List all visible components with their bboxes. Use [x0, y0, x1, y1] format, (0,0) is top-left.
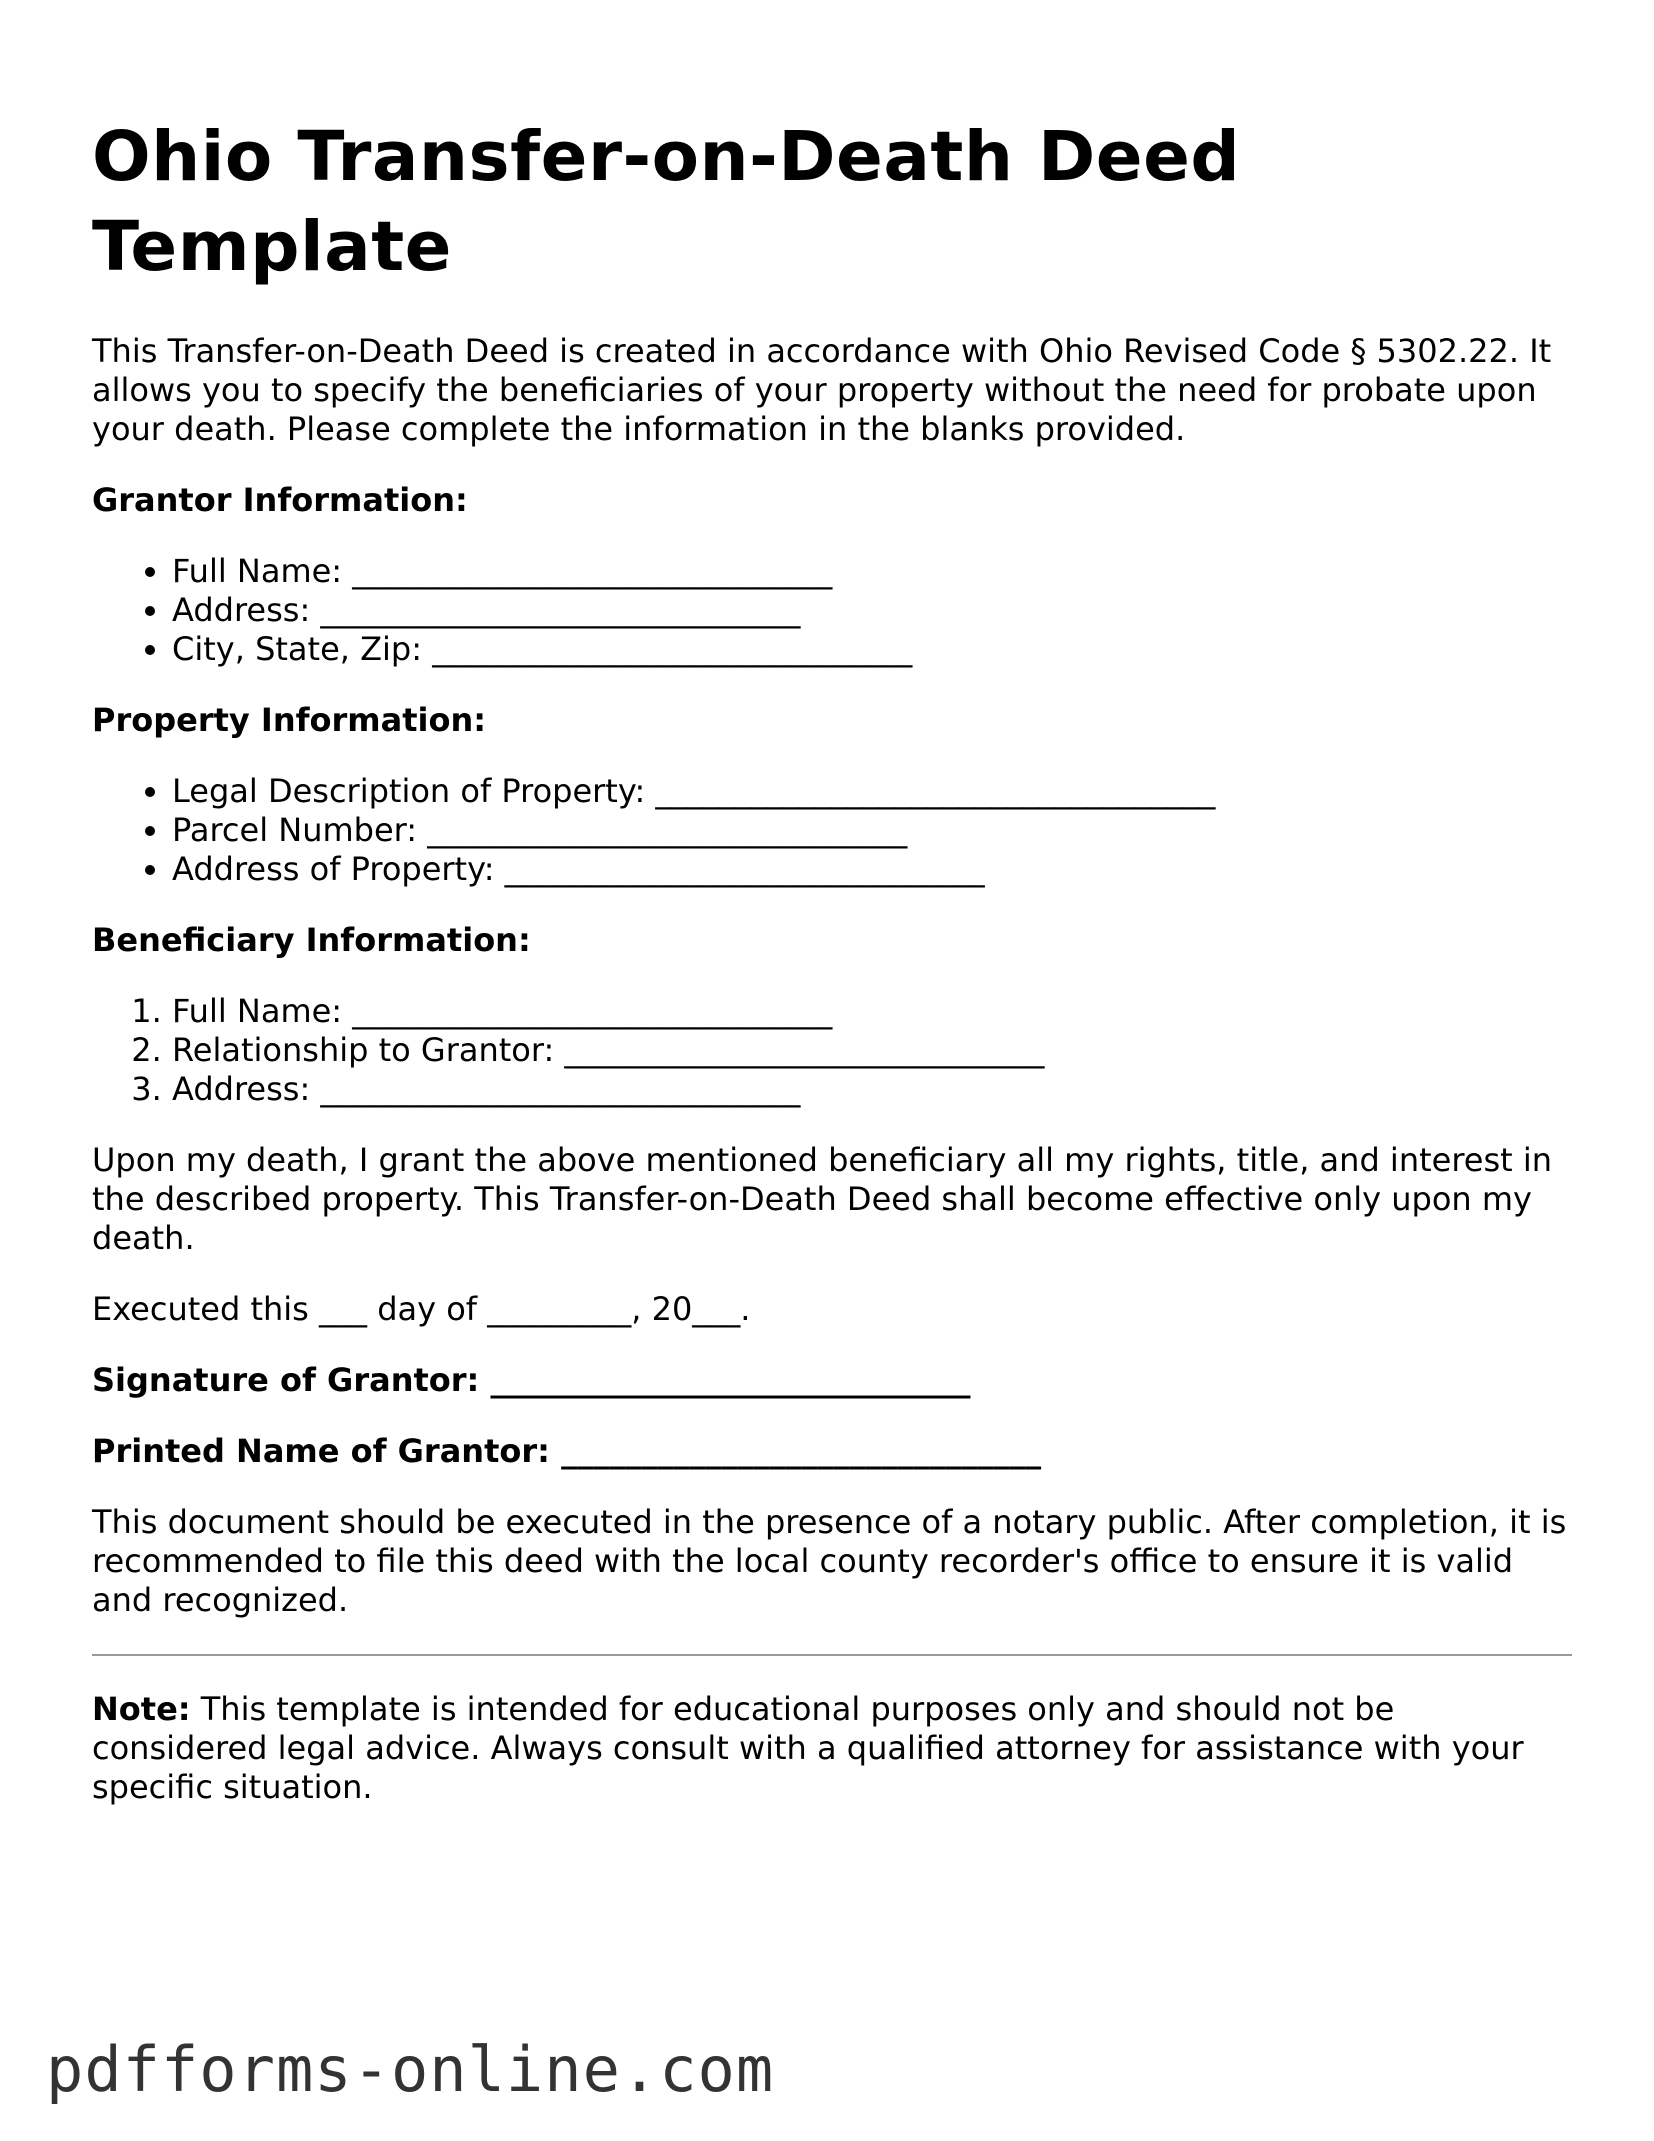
grant-statement: Upon my death, I grant the above mentioned beneficiary all my rights, title, and interest in the described property. This Transfer-on-Death Deed shall become effective only upon my death. [92, 1141, 1553, 1257]
beneficiary-list [92, 992, 1572, 1109]
beneficiary-heading: Beneficiary Information: [92, 921, 531, 959]
beneficiary-address-item: 3. Address: ______________________________ [172, 1070, 1572, 1109]
grantor-address-item: • Address: ______________________________ [172, 591, 1572, 630]
beneficiary-relationship-item: 2. Relationship to Grantor: ______________________________ [172, 1031, 1572, 1070]
signature-of-grantor-line: Signature of Grantor: ______________________________ [92, 1361, 971, 1399]
grantor-heading: Grantor Information: [92, 481, 468, 519]
notary-statement: This document should be executed in the presence of a notary public. After completion, it is recommended to file this deed with the local county recorder's office to ensure it is valid and recognized. [92, 1503, 1567, 1619]
property-heading: Property Information: [92, 701, 487, 739]
grantor-city-state-zip-item: • City, State, Zip: ______________________________ [172, 630, 1572, 669]
note-label: Note: [92, 1690, 191, 1728]
watermark-text: pdfforms-online.com [46, 2033, 775, 2106]
property-legal-description-item: • Legal Description of Property: ___________________________________ [172, 772, 1572, 811]
note-paragraph [92, 1690, 1572, 1807]
printed-name-of-grantor-line: Printed Name of Grantor: ______________________________ [92, 1432, 1042, 1470]
grantor-full-name-item: • Full Name: ______________________________ [172, 552, 1572, 591]
executed-line: Executed this ___ day of _________, 20___. [92, 1290, 751, 1328]
document-title: Ohio Transfer-on-Death Deed Template [92, 117, 1241, 287]
document-page [92, 112, 1572, 1839]
section-divider [92, 1654, 1572, 1656]
grantor-list [92, 552, 1572, 669]
note-text: This template is intended for educational purposes only and should not be considered legal advice. Always consult with a qualified attorney for assistance with your specific situation. [92, 1690, 1524, 1806]
property-list [92, 772, 1572, 889]
property-parcel-number-item: • Parcel Number: ______________________________ [172, 811, 1572, 850]
intro-paragraph: This Transfer-on-Death Deed is created in accordance with Ohio Revised Code § 5302.22. It allows you to specify the beneficiaries of your property without the need for probate upon your death. Please complete the information in the blanks provided. [92, 332, 1552, 448]
beneficiary-full-name-item: 1. Full Name: ______________________________ [172, 992, 1572, 1031]
property-address-item: • Address of Property: ______________________________ [172, 850, 1572, 889]
